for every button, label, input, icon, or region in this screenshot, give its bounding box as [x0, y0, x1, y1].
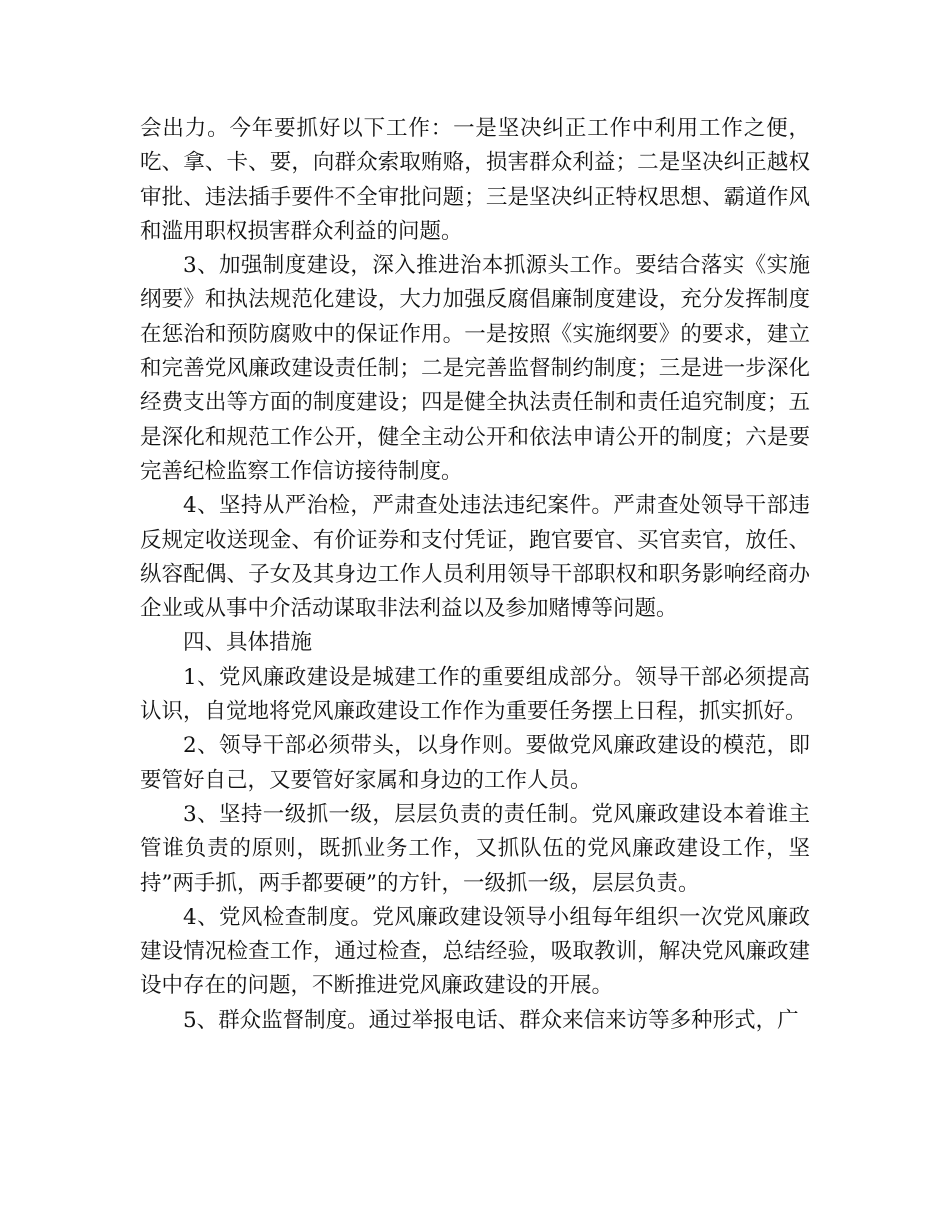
paragraph-measure-2: 2、领导干部必须带头，以身作则。要做党风廉政建设的模范，即要管好自己，又要管好家属和身边的工作人员。: [140, 733, 810, 793]
paragraph-strict-discipline: 4、坚持从严治检，严肃查处违法违纪案件。严肃查处领导干部违反规定收送现金、有价证券和支付凭证，跑官要官、买官卖官，放任、纵容配偶、子女及其身边工作人员利用领导干部职权和职务影响经商办企业或从事中介活动谋取非法利益以及参加赌博等问题。: [140, 493, 810, 622]
document-body: [140, 112, 810, 1038]
paragraph-measure-3: 3、坚持一级抓一级，层层负责的责任制。党风廉政建设本着谁主管谁负责的原则，既抓业务工作，又抓队伍的党风廉政建设工作，坚持”两手抓，两手都要硬”的方针，一级抓一级，层层负责。: [140, 801, 810, 896]
paragraph-system-building: 3、加强制度建设，深入推进治本抓源头工作。要结合落实《实施纲要》和执法规范化建设，大力加强反腐倡廉制度建设，充分发挥制度在惩治和预防腐败中的保证作用。一是按照《实施纲要》的要求，建立和完善党风廉政建设责任制；二是完善监督制约制度；三是进一步深化经费支出等方面的制度建设；四是健全执法责任制和责任追究制度；五是深化和规范工作公开，健全主动公开和依法申请公开的制度；六是要完善纪检监察工作信访接待制度。: [140, 253, 810, 484]
paragraph-measure-5: 5、群众监督制度。通过举报电话、群众来信来访等多种形式，广: [183, 1007, 799, 1033]
paragraph-measure-1: 1、党风廉政建设是城建工作的重要组成部分。领导干部必须提高认识，自觉地将党风廉政建设工作作为重要任务摆上日程，抓实抓好。: [140, 664, 810, 725]
paragraph-measure-4: 4、党风检查制度。党风廉政建设领导小组每年组织一次党风廉政建设情况检查工作，通过检查，总结经验，吸取教训，解决党风廉政建设中存在的问题，不断推进党风廉政建设的开展。: [140, 904, 810, 999]
section-heading-measures: 四、具体措施: [183, 630, 313, 656]
paragraph-continuation: 会出力。今年要抓好以下工作：一是坚决纠正工作中利用工作之便，吃、拿、卡、要，向群众索取贿赂，损害群众利益；二是坚决纠正越权审批、违法插手要件不全审批问题；三是坚决纠正特权思想、霸道作风和滥用职权损害群众利益的问题。: [140, 116, 810, 244]
